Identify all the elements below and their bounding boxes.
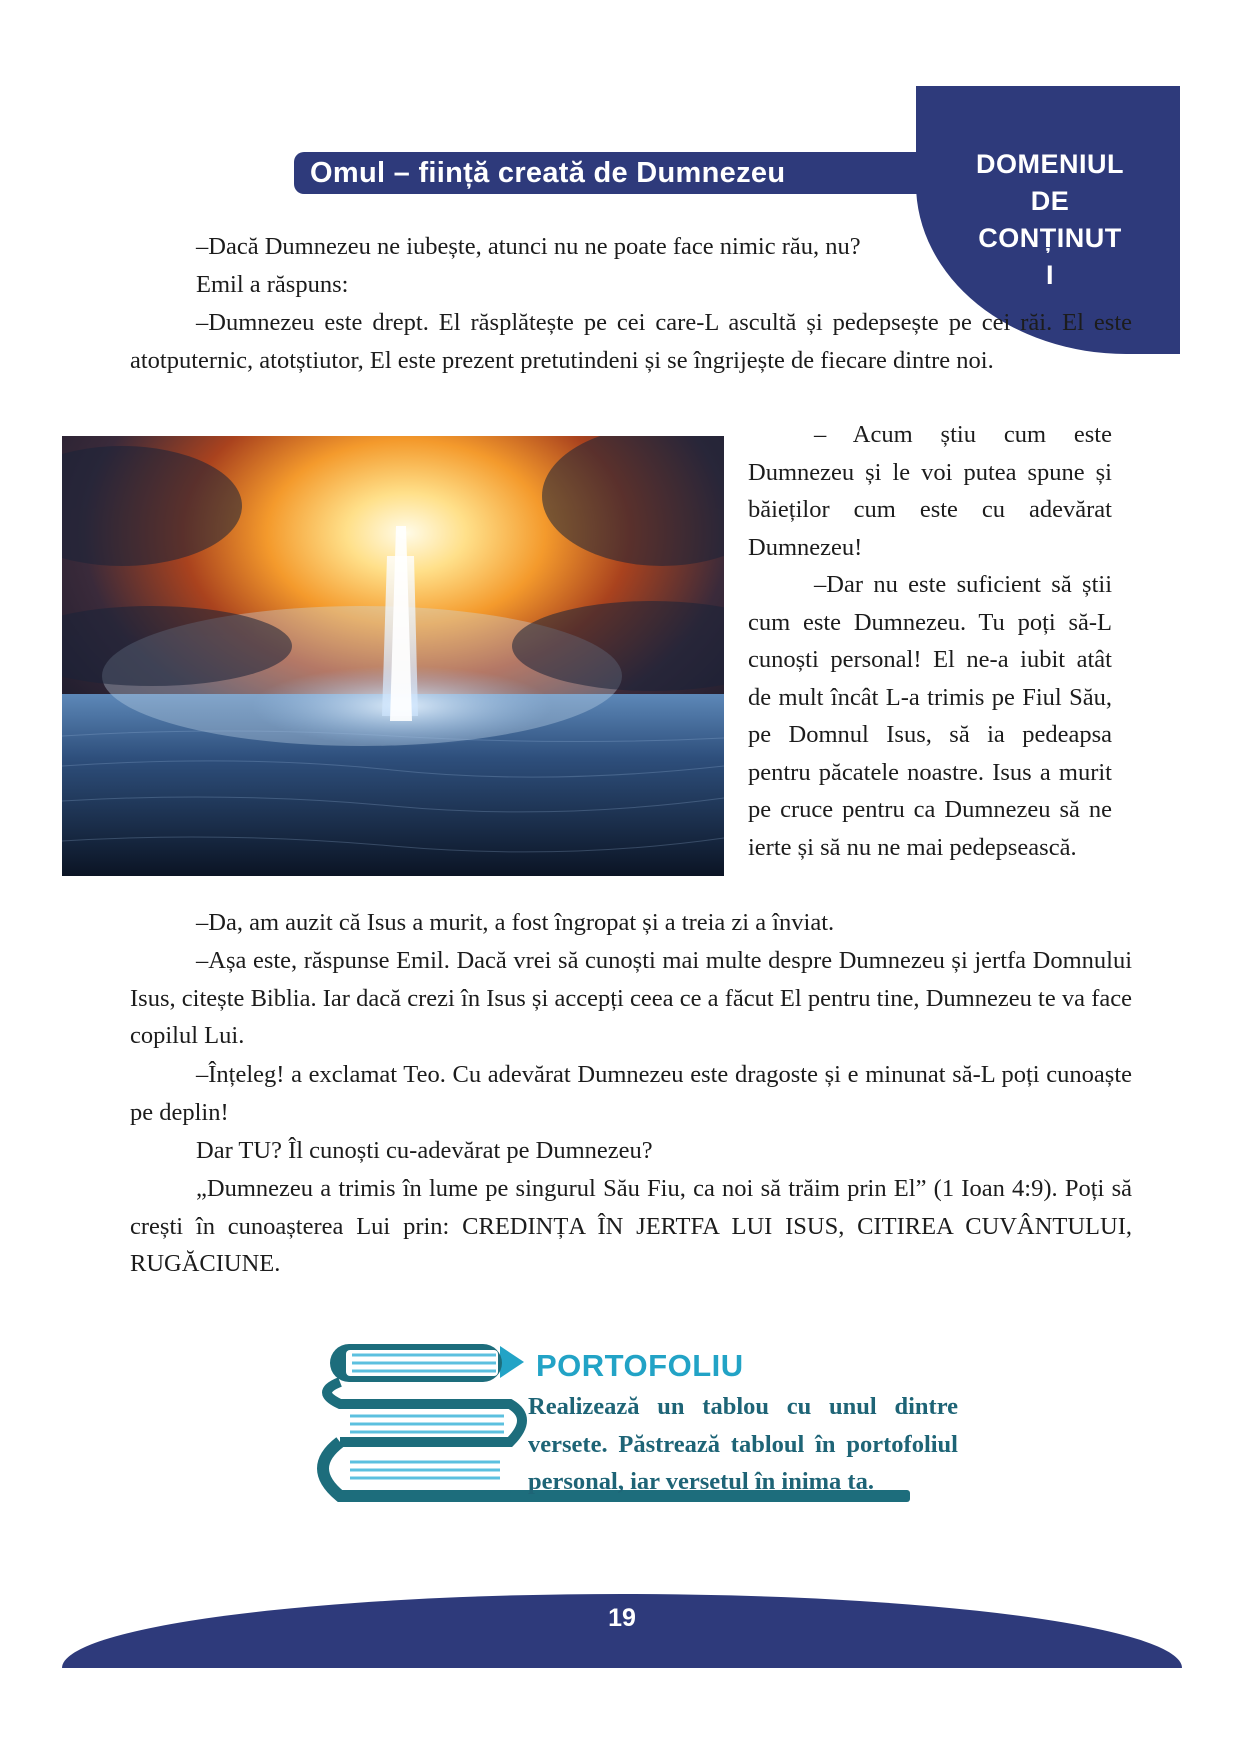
paragraph-understood: –Înțeleg! a exclamat Teo. Cu adevărat Dumnezeu este dragoste și e minunat să-L poți cunoaște pe deplin! [130,1061,1132,1126]
page-number: 19 [608,1604,636,1632]
paragraph-emil-answered: Emil a răspuns: [196,271,349,298]
portfolio-instructions: Realizează un tablou cu unul dintre versete. Păstrează tabloul în portofoliul personal, iar versetul în inima ta. [528,1393,958,1495]
portfolio-title: PORTOFOLIU [536,1348,744,1383]
books-stack-icon [300,1318,560,1538]
paragraph-know-personally: –Dar nu este suficient să știi cum este Dumnezeu. Tu poți să-L cunoști personal! El ne-a iubit atât de mult încât L-a trimis pe Fiul Său, pe Domnul Isus, să ia pedeapsa pentru păcatele noastre. Isus a murit pe cruce pentru ca Dumnezeu să ne ierte și să nu ne mai pedepsească. [748,571,1112,861]
paragraph-jesus-died: –Da, am auzit că Isus a murit, a fost îngropat și a treia zi a înviat. [196,909,835,936]
portfolio-box [300,1318,980,1538]
footer-band [62,1594,1182,1668]
paragraph-question: –Dacă Dumnezeu ne iubește, atunci nu ne poate face nimic rău, nu? [196,233,861,260]
sky-light-photo [62,436,724,876]
paragraph-now-i-know: – Acum știu cum este Dumnezeu și le voi putea spune și băieților cum este cu adevărat Dumnezeu! [748,421,1112,561]
domain-line-1: DOMENIUL [976,149,1124,179]
paragraph-god-is-just: –Dumnezeu este drept. El răsplătește pe cei care-L ascultă și pedepsește pe cei răi. El este atotputernic, atotștiutor, El este prezent pretutindeni și se îngrijește de fiecare dintre noi. [130,309,1132,374]
domain-line-4: I [1045,260,1054,290]
paragraph-read-bible: –Așa este, răspunse Emil. Dacă vrei să cunoști mai multe despre Dumnezeu și jertfa Domnului Isus, citește Biblia. Iar dacă crezi în Isus și accepți ceea ce a făcut El pentru tine, Dumnezeu te va face copilul Lui. [130,947,1132,1049]
paragraph-do-you-know: Dar TU? Îl cunoști cu-adevărat pe Dumnezeu? [196,1137,653,1164]
chapter-title-bar [294,152,944,194]
chapter-title: Omul – ființă creată de Dumnezeu [310,157,786,189]
domain-line-2: DE [1030,186,1070,216]
paragraph-verse: „Dumnezeu a trimis în lume pe singurul Său Fiu, ca noi să trăim prin El” (1 Ioan 4:9). Poți să crești în cunoașterea Lui prin: CREDINȚA ÎN JERTFA LUI ISUS, CITIREA CUVÂNTULUI, RUGĂCIUNE. [130,1175,1132,1277]
domain-line-3: CONȚINUT [978,223,1122,253]
